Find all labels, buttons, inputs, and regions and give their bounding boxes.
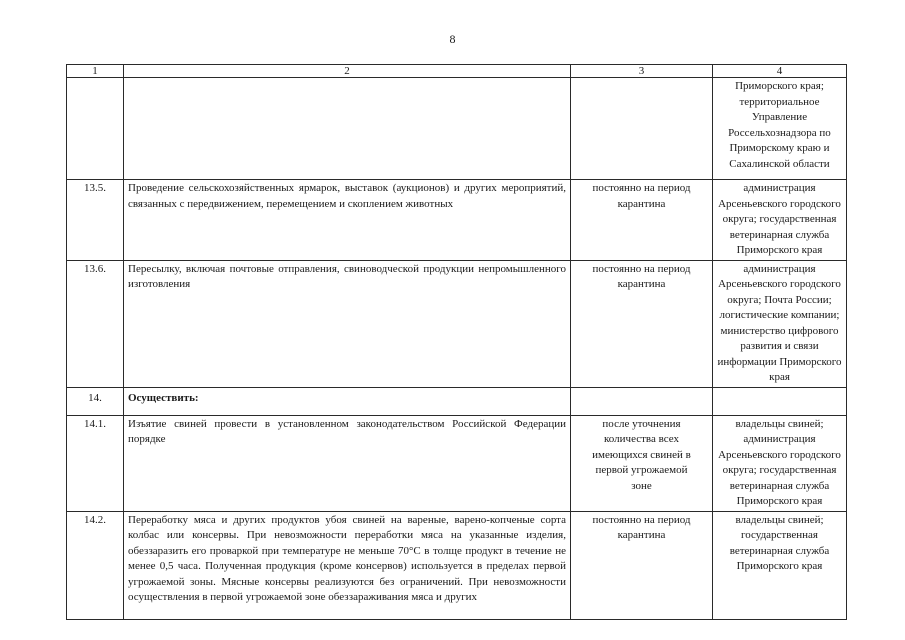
measures-table — [66, 64, 847, 620]
table-row — [67, 387, 847, 415]
row-term: постоянно на период карантина — [571, 180, 713, 261]
row-term: после уточнения количества всех имеющихся свиней в первой угрожаемой зоне — [571, 415, 713, 511]
header-col-1: 1 — [67, 65, 124, 78]
row-action: Пересылку, включая почтовые отправления, свиноводческой продукции непромышленного изготовления — [124, 260, 571, 387]
table-row — [67, 511, 847, 619]
table-header-row — [67, 65, 847, 78]
table-row — [67, 78, 847, 180]
row-number: 14. — [67, 387, 124, 415]
row-responsible: администрация Арсеньевского городского округа; Почта России; логистические компании; министерство цифрового развития и связи информации Приморского края — [713, 260, 847, 387]
row-action: Осуществить: — [124, 387, 571, 415]
row-action — [124, 78, 571, 180]
row-action: Переработку мяса и других продуктов убоя свиней на вареные, варено-копченые сорта колбас или консервы. При невозможности переработки мяса на указанные изделия, обеззаразить его проваркой при температуре не меньше 70°С в толще продукт в течение не менее 0,5 часа. Полученная продукция (кроме консервов) используется в пределах первой угрожаемой зоны. Мясные консервы реализуются без ограничений. При невозможности осуществления в первой угрожаемой зоне обеззараживания мяса и других — [124, 511, 571, 619]
row-responsible: владельцы свиней; государственная ветеринарная служба Приморского края — [713, 511, 847, 619]
row-term — [571, 78, 713, 180]
table-row — [67, 260, 847, 387]
row-number — [67, 78, 124, 180]
row-term: постоянно на период карантина — [571, 260, 713, 387]
row-action: Изъятие свиней провести в установленном законодательством Российской Федерации порядке — [124, 415, 571, 511]
row-term — [571, 387, 713, 415]
row-number: 13.6. — [67, 260, 124, 387]
row-number: 14.2. — [67, 511, 124, 619]
row-responsible: администрация Арсеньевского городского округа; государственная ветеринарная служба Приморского края — [713, 180, 847, 261]
row-responsible: Приморского края; территориальное Управление Россельхознадзора по Приморскому краю и Сахалинской области — [713, 78, 847, 180]
row-action: Проведение сельскохозяйственных ярмарок, выставок (аукционов) и других мероприятий, связанных с передвижением, перемещением и скоплением животных — [124, 180, 571, 261]
row-responsible — [713, 387, 847, 415]
table-row — [67, 415, 847, 511]
row-number: 14.1. — [67, 415, 124, 511]
header-col-3: 3 — [571, 65, 713, 78]
row-number: 13.5. — [67, 180, 124, 261]
row-responsible: владельцы свиней; администрация Арсеньевского городского округа; государственная ветеринарная служба Приморского края — [713, 415, 847, 511]
page-number: 8 — [449, 32, 456, 46]
header-col-2: 2 — [124, 65, 571, 78]
header-col-4: 4 — [713, 65, 847, 78]
row-term: постоянно на период карантина — [571, 511, 713, 619]
table-row — [67, 180, 847, 261]
